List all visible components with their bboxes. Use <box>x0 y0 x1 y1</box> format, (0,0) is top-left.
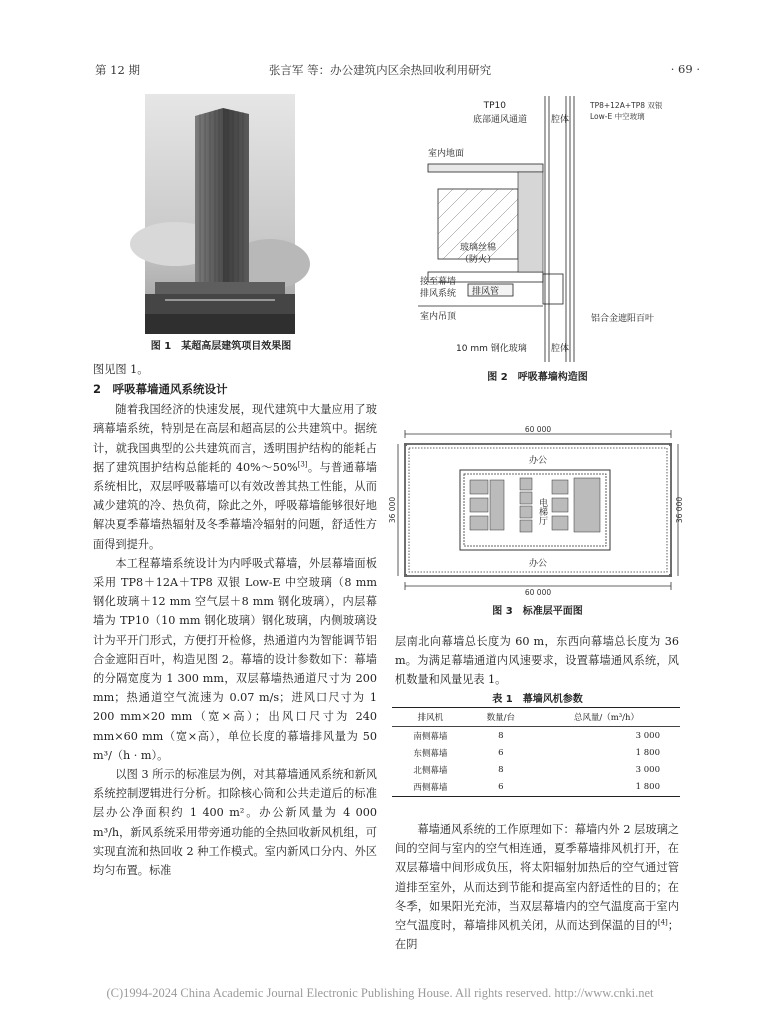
citation-3: [3] <box>297 460 308 469</box>
tp10-label: TP10 <box>483 101 506 111</box>
louver-label: 铝合金遮阳百叶 <box>591 314 655 324</box>
plan-dim-left: 36 000 <box>388 496 397 524</box>
tempered-glass-label: 10 mm 钢化玻璃 <box>456 344 527 354</box>
cavity-bottom-label: 腔体 <box>551 344 570 354</box>
glass-spec-line-2: Low-E 中空玻璃 <box>590 112 645 121</box>
citation-4: [4] <box>657 918 668 927</box>
table-cell: 1 800 <box>635 747 660 758</box>
floor-plan-diagram <box>390 426 686 596</box>
intro-fragment: 图见图 1。 <box>93 363 149 376</box>
table-cell: 西侧幕墙 <box>392 779 469 797</box>
paragraph-4-end: ；在阴 <box>395 919 679 952</box>
glass-wool-label-1: 玻璃丝棉 <box>460 243 497 253</box>
bottom-duct-label: 底部通风通道 <box>473 115 528 125</box>
figure-2-caption: 图 2 呼吸幕墙构造图 <box>487 372 588 383</box>
connect-label-2: 排风系统 <box>420 289 457 299</box>
table-cell: 6 <box>469 779 533 797</box>
exhaust-pipe-label: 排风管 <box>472 287 500 297</box>
plan-office-top: 办公 <box>528 456 548 466</box>
paragraph-2: 本工程幕墙系统设计为内呼吸式幕墙，外层幕墙面板采用 TP8＋12A＋TP8 双银 Low-E 中空玻璃（8 mm 钢化玻璃＋12 mm 空气层＋8 mm 钢化玻璃），内层幕墙为 TP10（10 mm 钢化玻璃）钢化玻璃，内侧玻璃设计为平开门形式，方便打开检修，热通道内为智能调节铝合金遮阳百叶，构造见图 2。幕墙的设计参数如下：幕墙的分隔宽度为 1 300 mm，双层幕墙热通道尺寸为 200 mm；热通道空气流速为 0.07 m/s；进风口尺寸为 1 200 mm×20 mm（宽×高）；出风口尺寸为 240 mm×60 mm（宽×高），单位长度的幕墙排风量为 50 m³/（h · m）。 <box>93 556 377 762</box>
paragraph-1 <box>93 400 377 554</box>
table-header-cell: 数量/台 <box>469 708 533 727</box>
table-header-row <box>392 708 680 727</box>
connect-label-1: 接至幕墙 <box>420 277 457 287</box>
plan-dim-bottom: 60 000 <box>524 588 552 597</box>
table-cell: 6 <box>498 747 504 758</box>
building-rendering-image <box>145 94 295 334</box>
table-cell: 8 <box>498 764 504 775</box>
plan-dim-right: 36 000 <box>675 496 684 524</box>
page-number: · 69 · <box>670 62 700 76</box>
table-cell: 东侧幕墙 <box>413 748 448 759</box>
table-row <box>392 744 680 761</box>
curtain-wall-section-diagram <box>418 94 678 364</box>
ceiling-label: 室内吊顶 <box>420 312 457 322</box>
table-cell: 1 800 <box>533 779 680 797</box>
table-cell: 南侧幕墙 <box>413 731 448 742</box>
paragraph-4 <box>395 820 679 954</box>
table-row <box>392 761 680 778</box>
table-cell: 3 000 <box>635 764 660 775</box>
right-column-top <box>395 632 679 690</box>
indoor-floor-label: 室内地面 <box>428 149 465 159</box>
right-column-bottom <box>395 820 679 954</box>
table-row <box>392 727 680 745</box>
table-cell: 3 000 <box>635 730 660 741</box>
left-column <box>93 360 377 880</box>
figure-3-caption: 图 3 标准层平面图 <box>492 606 583 617</box>
table-1-caption: 表 1 幕墙风机参数 <box>492 694 583 705</box>
paragraph-continued: 层南北向幕墙总长度为 60 m，东西向幕墙总长度为 36 m。为满足幕墙通道内风速要求，设置幕墙通风系统，风机数量和风量见表 1。 <box>395 635 679 687</box>
glass-spec-line-1: TP8+12A+TP8 双银 <box>590 101 663 110</box>
table-cell: 8 <box>498 730 504 741</box>
cavity-top-label: 腔体 <box>551 115 570 125</box>
copyright-footer: (C)1994-2024 China Academic Journal Electronic Publishing House. All rights reserved. http://www.cnki.net <box>106 986 654 1000</box>
plan-elevator-hall: 电梯厅 <box>537 498 547 525</box>
paragraph-3: 以图 3 所示的标准层为例，对其幕墙通风系统和新风系统控制逻辑进行分析。扣除核心筒和公共走道后的标准层办公净面积约 1 400 m²。办公新风量为 4 000 m³/h，新风系统采用带旁通功能的全热回收新风机组，可实现直流和热回收 2 种工作模式。室内新风口分内、外区均匀布置。标准 <box>93 768 377 878</box>
paragraph-4-text: 幕墙通风系统的工作原理如下：幕墙内外 2 层玻璃之间的空间与室内的空气相连通，夏季幕墙排风机打开，在双层幕墙中间形成负压，将太阳辐射加热后的空气通过管道排至室外，从而达到节能和提高室内舒适性的目的；在冬季，如果阳光充沛，当双层幕墙内的空气温度高于室内空气温度时，幕墙排风机关闭，从而达到保温的目的 <box>395 823 679 933</box>
plan-dim-top: 60 000 <box>524 425 552 434</box>
section-heading: 2 呼吸幕墙通风系统设计 <box>93 382 228 397</box>
paragraph-1-end: 。与普通幕墙系统相比，双层呼吸幕墙可以有效改善其热工性能，从而减少建筑的冷、热负荷，除此之外，呼吸幕墙能够很好地解决夏季幕墙热辐射及冬季幕墙冷辐射的问题，舒适性方面得到提升。 <box>93 460 377 551</box>
table-header-cell: 排风机 <box>392 708 469 727</box>
plan-office-bottom: 办公 <box>528 559 548 569</box>
paragraph-1-text: 随着我国经济的快速发展，现代建筑中大量应用了玻璃幕墙系统，特别是在高层和超高层的公共建筑中。据统计，就我国典型的公共建筑而言，透明围护结构的能耗占据了建筑围护结构总能耗的 40%～50% <box>93 403 377 474</box>
issue-number: 第 12 期 <box>95 63 140 77</box>
table-cell: 北侧幕墙 <box>413 765 448 776</box>
table-header-cell: 总风量/（m³/h） <box>533 708 680 727</box>
table-row <box>392 779 680 797</box>
running-title: 张言军 等：办公建筑内区余热回收利用研究 <box>268 63 492 77</box>
glass-wool-label-2: （防火） <box>460 255 497 265</box>
figure-1-caption: 图 1 某超高层建筑项目效果图 <box>150 341 292 352</box>
fan-parameters-table <box>392 707 680 797</box>
